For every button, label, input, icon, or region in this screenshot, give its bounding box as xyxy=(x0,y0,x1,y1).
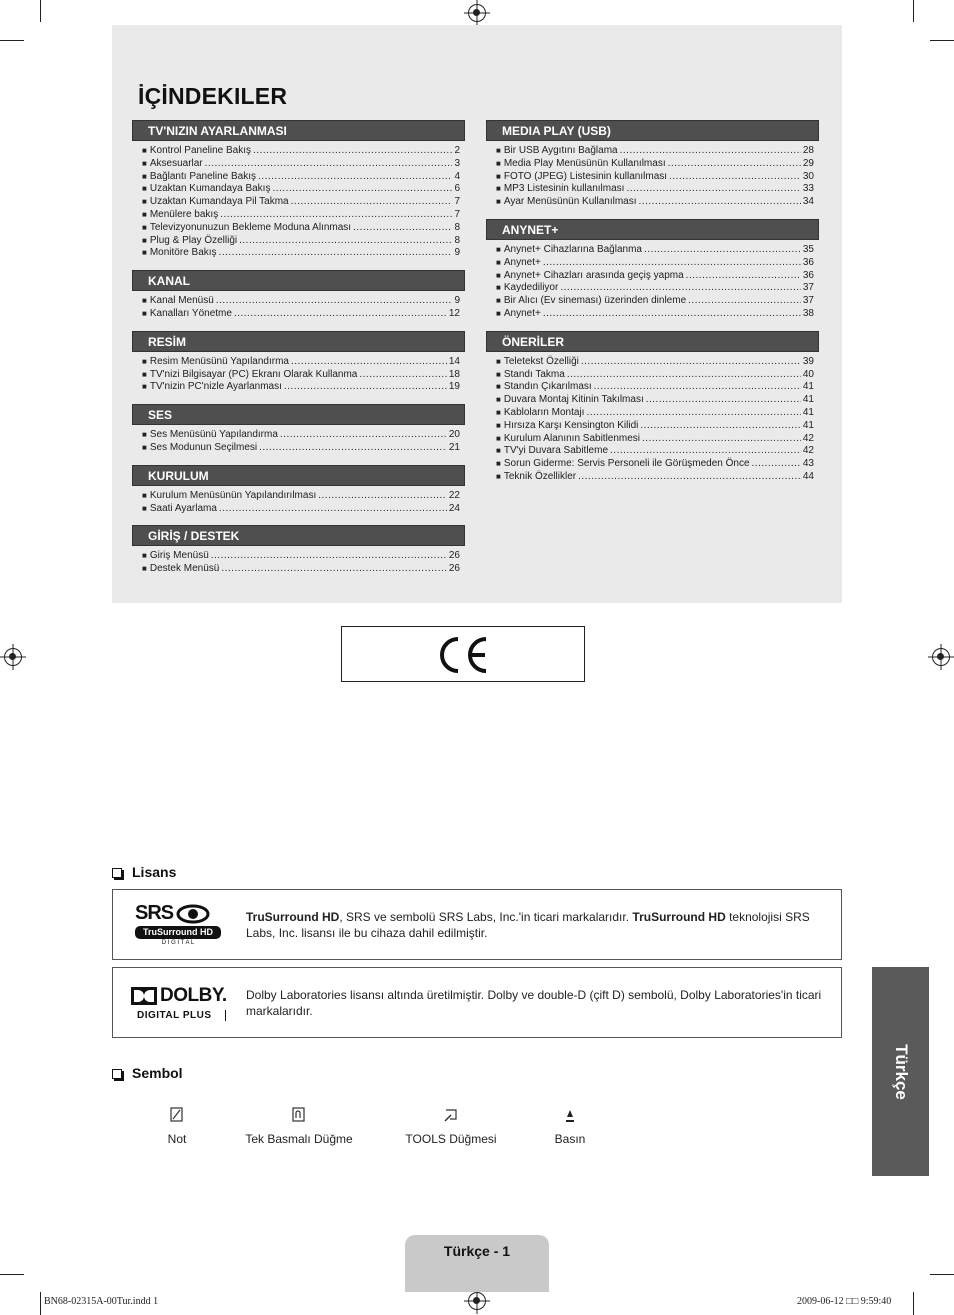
checkbox-bullet-icon xyxy=(112,1069,122,1079)
page-number-tab: Türkçe - 1 xyxy=(405,1235,549,1292)
toc-item-label: Anynet+ Cihazları arasında geçiş yapma xyxy=(503,269,684,281)
toc-leader-dots xyxy=(291,356,447,369)
press-icon xyxy=(545,1106,595,1124)
toc-section-header: GİRİŞ / DESTEK xyxy=(132,525,465,546)
toc-section-header: KANAL xyxy=(132,270,465,291)
toc-leader-dots xyxy=(646,394,801,407)
toc-item-page: 2 xyxy=(454,145,460,156)
bullet-square-icon: ■ xyxy=(496,433,501,443)
toc-item xyxy=(142,209,460,222)
toc-item-page: 24 xyxy=(448,502,460,514)
toc-section-anynet xyxy=(486,219,819,323)
toc-item-page: 20 xyxy=(448,429,460,441)
bullet-square-icon: ■ xyxy=(496,296,501,306)
bullet-square-icon: ■ xyxy=(142,171,147,181)
toc-item-label: TV'yi Duvara Sabitleme xyxy=(503,445,609,457)
toc-item-label: MP3 Listesinin kullanılması xyxy=(503,183,625,195)
toc-item xyxy=(142,442,460,455)
toc-leader-dots xyxy=(211,550,447,563)
dolby-license-text: Dolby Laboratories lisansı altında üretilmiştir. Dolby ve double-D (çift D) sembolü, Dolby Laboratories'in ticari markalarıdır. xyxy=(246,988,822,1018)
toc-section-list xyxy=(132,291,465,323)
toc-item-page: 3 xyxy=(454,157,460,169)
bullet-square-icon: ■ xyxy=(142,184,147,194)
toc-leader-dots xyxy=(669,171,801,184)
toc-section-neri-ler xyxy=(486,331,819,486)
toc-item-label: Duvara Montaj Kitinin Takılması xyxy=(503,394,644,406)
bullet-square-icon: ■ xyxy=(496,146,501,155)
toc-leader-dots xyxy=(239,235,452,248)
toc-item-page: 21 xyxy=(448,441,460,453)
toc-item-label: Sorun Giderme: Servis Personeli ile Görüşmeden Önce xyxy=(503,458,750,470)
bullet-square-icon: ■ xyxy=(142,308,147,318)
toc-leader-dots xyxy=(216,295,453,308)
toc-item xyxy=(496,282,814,295)
bullet-square-icon: ■ xyxy=(496,184,501,194)
bullet-square-icon: ■ xyxy=(142,296,147,306)
symbol-press: Basın xyxy=(545,1106,595,1146)
toc-leader-dots xyxy=(620,145,801,158)
toc-item xyxy=(142,222,460,235)
toc-item-page: 40 xyxy=(802,368,814,380)
bullet-square-icon: ■ xyxy=(142,503,147,513)
toc-item-label: FOTO (JPEG) Listesinin kullanılması xyxy=(503,170,668,182)
toc-item-label: Kurulum Alanının Sabitlenmesi xyxy=(503,432,641,444)
toc-leader-dots xyxy=(642,433,801,446)
toc-leader-dots xyxy=(639,196,801,209)
bullet-square-icon: ■ xyxy=(496,382,501,392)
toc-item xyxy=(496,257,814,270)
toc-item-label: Aksesuarlar xyxy=(149,157,203,169)
toc-item xyxy=(496,183,814,196)
toc-item-label: Plug & Play Özelliği xyxy=(149,234,238,246)
bullet-square-icon: ■ xyxy=(142,356,147,366)
toc-item xyxy=(142,145,460,158)
toc-item-page: 26 xyxy=(448,563,460,575)
toc-item xyxy=(496,433,814,446)
toc-item xyxy=(142,308,460,321)
toc-section-kurulum xyxy=(132,465,465,518)
bullet-square-icon: ■ xyxy=(496,244,501,254)
srs-circle-icon xyxy=(176,904,210,924)
toc-leader-dots xyxy=(359,369,447,382)
toc-item-page: 44 xyxy=(802,470,814,482)
bullet-square-icon: ■ xyxy=(142,146,147,155)
toc-item-label: Uzaktan Kumandaya Bakış xyxy=(149,183,271,195)
toc-item-page: 9 xyxy=(454,247,460,259)
toc-item-page: 34 xyxy=(802,196,814,208)
license-heading: Lisans xyxy=(112,864,176,880)
toc-leader-dots xyxy=(353,222,452,235)
toc-item-page: 18 xyxy=(448,368,460,380)
toc-item-page: 26 xyxy=(448,550,460,562)
toc-item-label: Bir USB Aygıtını Bağlama xyxy=(503,145,618,156)
toc-leader-dots xyxy=(291,196,453,209)
bullet-square-icon: ■ xyxy=(142,551,147,561)
toc-section-header: RESİM xyxy=(132,331,465,352)
toc-leader-dots xyxy=(626,183,800,196)
bullet-square-icon: ■ xyxy=(142,369,147,379)
dolby-license-box xyxy=(112,967,842,1038)
toc-leader-dots xyxy=(586,407,800,420)
toc-item-page: 42 xyxy=(802,432,814,444)
ce-mark-icon xyxy=(342,627,586,683)
toc-section-list xyxy=(132,141,465,262)
toc-leader-dots xyxy=(610,445,801,458)
bullet-square-icon: ■ xyxy=(496,270,501,280)
bullet-square-icon: ■ xyxy=(496,407,501,417)
toc-item-page: 19 xyxy=(448,381,460,393)
footer-date: 2009-06-12 □□ 9:59:40 xyxy=(797,1296,892,1307)
bullet-square-icon: ■ xyxy=(496,420,501,430)
toc-item-page: 4 xyxy=(454,170,460,182)
toc-item-page: 38 xyxy=(802,307,814,319)
symbol-note: Not xyxy=(147,1106,207,1146)
toc-item xyxy=(142,171,460,184)
toc-item-page: 29 xyxy=(802,157,814,169)
toc-item xyxy=(496,381,814,394)
toc-item-label: TV'nizi Bilgisayar (PC) Ekranı Olarak Kullanma xyxy=(149,368,358,380)
toc-section-header: TV'NIZIN AYARLANMASI xyxy=(132,120,465,141)
bullet-square-icon: ■ xyxy=(142,209,147,219)
toc-leader-dots xyxy=(581,356,801,369)
toc-item xyxy=(496,270,814,283)
toc-leader-dots xyxy=(219,247,453,260)
toc-leader-dots xyxy=(543,257,801,270)
toc-item-page: 33 xyxy=(802,183,814,195)
toc-leader-dots xyxy=(205,158,453,171)
registration-mark-top xyxy=(468,4,486,22)
toc-item-page: 41 xyxy=(802,419,814,431)
double-d-icon xyxy=(131,987,157,1005)
bullet-square-icon: ■ xyxy=(496,471,501,481)
bullet-square-icon: ■ xyxy=(142,430,147,440)
bullet-square-icon: ■ xyxy=(496,257,501,267)
toc-item xyxy=(496,471,814,484)
toc-column-left xyxy=(132,120,465,586)
toc-item-label: Kanal Menüsü xyxy=(149,295,214,307)
bullet-square-icon: ■ xyxy=(496,197,501,207)
toc-leader-dots xyxy=(578,471,801,484)
toc-leader-dots xyxy=(280,429,447,442)
toc-item-page: 9 xyxy=(454,295,460,307)
toc-section-list xyxy=(132,352,465,396)
toc-item xyxy=(496,369,814,382)
toc-item xyxy=(142,247,460,260)
toc-item-label: Anynet+ Cihazlarına Bağlanma xyxy=(503,243,642,255)
bullet-square-icon: ■ xyxy=(496,395,501,405)
toc-item xyxy=(142,235,460,248)
toc-leader-dots xyxy=(688,295,801,308)
toc-title: İÇİNDEKILER xyxy=(138,83,288,109)
toc-leader-dots xyxy=(220,209,452,222)
toc-item-label: Monitöre Bakış xyxy=(149,247,217,259)
toc-section-list xyxy=(486,352,819,486)
toc-item xyxy=(142,550,460,563)
registration-mark-bottom xyxy=(468,1292,486,1310)
toc-item-label: Standın Çıkarılması xyxy=(503,381,592,393)
toc-item-page: 42 xyxy=(802,445,814,457)
toc-leader-dots xyxy=(640,420,801,433)
toc-item-label: Anynet+ xyxy=(503,256,541,268)
note-icon xyxy=(147,1106,207,1124)
toc-item xyxy=(142,369,460,382)
toc-item-label: Bağlantı Paneline Bakış xyxy=(149,170,257,182)
toc-leader-dots xyxy=(284,381,447,394)
toc-item-page: 37 xyxy=(802,282,814,294)
toc-item-page: 14 xyxy=(448,355,460,367)
toc-section-list xyxy=(132,486,465,518)
toc-item xyxy=(496,158,814,171)
toc-item xyxy=(142,183,460,196)
toc-leader-dots xyxy=(543,308,801,321)
bullet-square-icon: ■ xyxy=(496,171,501,181)
toc-item-label: Televizyonunuzun Bekleme Moduna Alınması xyxy=(149,221,352,233)
toc-item-label: Ayar Menüsünün Kullanılması xyxy=(503,196,637,208)
toc-item-label: Standı Takma xyxy=(503,368,565,380)
toc-item xyxy=(496,407,814,420)
dolby-logo: DOLBY. DIGITAL PLUS xyxy=(131,985,231,1025)
toc-item-label: Teknik Özellikler xyxy=(503,470,577,482)
toc-section-list xyxy=(486,240,819,323)
toc-item-label: Bir Alıcı (Ev sineması) üzerinden dinleme xyxy=(503,295,687,307)
toc-leader-dots xyxy=(318,490,447,503)
toc-item-page: 7 xyxy=(454,208,460,220)
toc-item-label: Teletekst Özelliği xyxy=(503,355,579,367)
toc-item-label: Hırsıza Karşı Kensington Kilidi xyxy=(503,419,639,431)
toc-item xyxy=(496,196,814,209)
toc-section-gi-ri-destek xyxy=(132,525,465,578)
toc-section-kanal xyxy=(132,270,465,323)
toc-item-label: Media Play Menüsünün Kullanılması xyxy=(503,157,666,169)
toc-item-label: Kontrol Paneline Bakış xyxy=(149,145,252,156)
toc-item-page: 8 xyxy=(454,234,460,246)
bullet-square-icon: ■ xyxy=(496,446,501,456)
footer-file: BN68-02315A-00Tur.indd 1 xyxy=(44,1296,159,1307)
bullet-square-icon: ■ xyxy=(142,222,147,232)
toc-item-page: 36 xyxy=(802,256,814,268)
toc-leader-dots xyxy=(258,171,452,184)
registration-mark-left xyxy=(4,648,22,666)
bullet-square-icon: ■ xyxy=(142,382,147,392)
toc-leader-dots xyxy=(567,369,801,382)
toc-item-page: 39 xyxy=(802,355,814,367)
toc-item-label: Resim Menüsünü Yapılandırma xyxy=(149,355,289,367)
bullet-square-icon: ■ xyxy=(496,283,501,293)
toc-item-page: 41 xyxy=(802,394,814,406)
toc-item xyxy=(142,429,460,442)
toc-item-page: 28 xyxy=(802,145,814,156)
symbol-one-touch: Tek Basmalı Düğme xyxy=(238,1106,360,1146)
toc-item-label: Uzaktan Kumandaya Pil Takma xyxy=(149,196,289,208)
toc-leader-dots xyxy=(221,563,447,576)
bullet-square-icon: ■ xyxy=(496,356,501,366)
toc-item-label: Ses Menüsünü Yapılandırma xyxy=(149,429,278,441)
toc-leader-dots xyxy=(259,442,447,455)
bullet-square-icon: ■ xyxy=(496,459,501,469)
registration-mark-right xyxy=(932,648,950,666)
toc-leader-dots xyxy=(219,503,447,516)
ce-mark-box xyxy=(341,626,585,682)
toc-item xyxy=(142,196,460,209)
toc-item xyxy=(142,356,460,369)
bullet-square-icon: ■ xyxy=(142,442,147,452)
bullet-square-icon: ■ xyxy=(142,197,147,207)
toc-item xyxy=(496,445,814,458)
toc-item-label: Kaydediliyor xyxy=(503,282,559,294)
toc-item-page: 37 xyxy=(802,295,814,307)
toc-item xyxy=(496,394,814,407)
toc-section-header: SES xyxy=(132,404,465,425)
toc-panel xyxy=(112,25,842,603)
toc-section-list xyxy=(132,546,465,578)
toc-item xyxy=(142,158,460,171)
toc-item-page: 35 xyxy=(802,243,814,255)
language-side-tab: Türkçe xyxy=(872,967,929,1176)
toc-section-list xyxy=(486,141,819,211)
toc-item xyxy=(496,295,814,308)
toc-section-header: ÖNERİLER xyxy=(486,331,819,352)
toc-item xyxy=(496,356,814,369)
toc-item-page: 12 xyxy=(448,307,460,319)
toc-item-page: 30 xyxy=(802,170,814,182)
toc-item-label: Giriş Menüsü xyxy=(149,550,209,562)
srs-license-box xyxy=(112,889,842,960)
toc-item xyxy=(142,490,460,503)
toc-item-page: 36 xyxy=(802,269,814,281)
bullet-square-icon: ■ xyxy=(142,235,147,245)
toc-item xyxy=(496,308,814,321)
toc-item-page: 41 xyxy=(802,381,814,393)
toc-section-header: ANYNET+ xyxy=(486,219,819,240)
toc-item-label: Menülere bakış xyxy=(149,208,219,220)
toc-item-label: Ses Modunun Seçilmesi xyxy=(149,441,258,453)
toc-item-label: Kurulum Menüsünün Yapılandırılması xyxy=(149,489,317,501)
toc-leader-dots xyxy=(752,458,801,471)
bullet-square-icon: ■ xyxy=(142,248,147,258)
toc-item xyxy=(496,145,814,158)
one-touch-button-icon xyxy=(238,1106,360,1124)
checkbox-bullet-icon xyxy=(112,868,122,878)
toc-section-ses xyxy=(132,404,465,457)
toc-item-page: 41 xyxy=(802,406,814,418)
toc-item-label: Destek Menüsü xyxy=(149,563,220,575)
toc-leader-dots xyxy=(644,244,801,257)
toc-column-right xyxy=(486,120,819,494)
symbol-heading: Sembol xyxy=(112,1065,183,1081)
toc-leader-dots xyxy=(253,145,452,158)
bullet-square-icon: ■ xyxy=(142,158,147,168)
bullet-square-icon: ■ xyxy=(496,369,501,379)
toc-item-label: Kanalları Yönetme xyxy=(149,307,232,319)
toc-item-label: Kabloların Montajı xyxy=(503,406,585,418)
toc-item-label: TV'nizin PC'nizle Ayarlanması xyxy=(149,381,282,393)
toc-item-label: Saati Ayarlama xyxy=(149,502,217,514)
tools-button-icon xyxy=(398,1106,504,1124)
symbol-tools: TOOLS Düğmesi xyxy=(398,1106,504,1146)
toc-item-page: 7 xyxy=(454,196,460,208)
toc-leader-dots xyxy=(272,183,452,196)
toc-item-page: 6 xyxy=(454,183,460,195)
bullet-square-icon: ■ xyxy=(142,564,147,574)
toc-item xyxy=(142,381,460,394)
toc-item xyxy=(496,458,814,471)
toc-item-page: 43 xyxy=(802,458,814,470)
toc-leader-dots xyxy=(560,282,801,295)
toc-section-resi-m xyxy=(132,331,465,396)
toc-item-label: Anynet+ xyxy=(503,307,541,319)
toc-item xyxy=(142,563,460,576)
toc-section-header: KURULUM xyxy=(132,465,465,486)
toc-leader-dots xyxy=(668,158,801,171)
toc-leader-dots xyxy=(686,270,801,283)
toc-section-list xyxy=(132,425,465,457)
bullet-square-icon: ■ xyxy=(496,158,501,168)
srs-license-text: TruSurround HD, SRS ve sembolü SRS Labs, Inc.'in ticari markalarıdır. TruSurround HD teknolojisi SRS Labs, Inc. lisansı ile bu cihaza dahil edilmiştir. xyxy=(246,910,810,940)
toc-leader-dots xyxy=(594,381,801,394)
toc-section-header: MEDIA PLAY (USB) xyxy=(486,120,819,141)
toc-item xyxy=(142,503,460,516)
toc-leader-dots xyxy=(234,308,447,321)
toc-item xyxy=(496,244,814,257)
bullet-square-icon: ■ xyxy=(496,308,501,318)
toc-item-page: 8 xyxy=(454,221,460,233)
toc-section-media-play-usb xyxy=(486,120,819,211)
toc-item xyxy=(496,171,814,184)
toc-item-page: 22 xyxy=(448,489,460,501)
toc-item xyxy=(496,420,814,433)
toc-section-tv-nizin-ayarlanmasi xyxy=(132,120,465,262)
bullet-square-icon: ■ xyxy=(142,490,147,500)
srs-logo: SRS TruSurround HD D I G I T A L xyxy=(135,902,225,946)
toc-item xyxy=(142,295,460,308)
